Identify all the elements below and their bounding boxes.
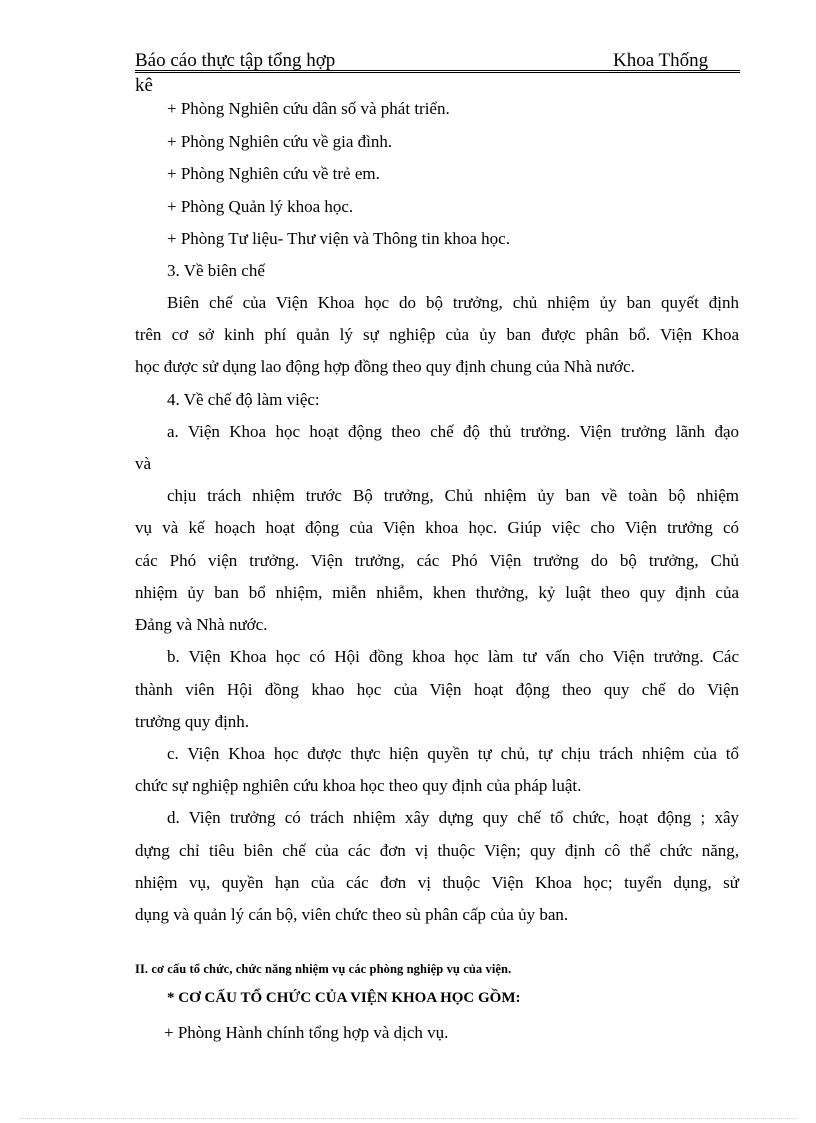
paragraph-line: Biên chế của Viện Khoa học do bộ trưởng, chủ nhiệm ủy ban quyết định — [167, 293, 739, 312]
page-bottom-rule — [20, 1118, 796, 1119]
paragraph-line: thành viên Hội đồng khao học của Viện hoạt động theo quy chế do Viện — [135, 680, 739, 699]
section-title: II. cơ cấu tổ chức, chức năng nhiệm vụ các phòng nghiệp vụ của viện. — [135, 962, 512, 976]
list-item: + Phòng Nghiên cứu về trẻ em. — [167, 164, 380, 183]
section-heading: 3. Về biên chế — [167, 261, 265, 280]
paragraph-line: c. Viện Khoa học được thực hiện quyền tự chủ, tự chịu trách nhiệm của tổ — [167, 744, 739, 763]
structure-title: * CƠ CẤU TỔ CHỨC CỦA VIỆN KHOA HỌC GỒM: — [167, 990, 521, 1006]
paragraph-line: và — [135, 454, 152, 473]
paragraph-line: học được sử dụng lao động hợp đồng theo quy định chung của Nhà nước. — [135, 357, 635, 376]
list-item: + Phòng Nghiên cứu dân số và phát triển. — [167, 99, 450, 118]
list-item: + Phòng Tư liệu- Thư viện và Thông tin khoa học. — [167, 229, 510, 248]
header-title: Báo cáo thực tập tổng hợp — [135, 50, 336, 71]
paragraph-line: chịu trách nhiệm trước Bộ trưởng, Chủ nhiệm ủy ban về toàn bộ nhiệm — [167, 486, 739, 505]
header-continuation: kê — [135, 75, 153, 96]
paragraph-line: dụng và quản lý cán bộ, viên chức theo sù phân cấp của ủy ban. — [135, 905, 569, 924]
section-heading: 4. Về chế độ làm việc: — [167, 390, 320, 409]
header-department: Khoa Thống — [613, 50, 709, 71]
paragraph-line: a. Viện Khoa học hoạt động theo chế độ thủ trưởng. Viện trưởng lãnh đạo — [167, 422, 739, 441]
list-item: + Phòng Hành chính tổng hợp và dịch vụ. — [164, 1023, 449, 1042]
paragraph-line: Đảng và Nhà nước. — [135, 615, 268, 634]
page-header — [135, 50, 740, 72]
paragraph-line: nhiệm ủy ban bổ nhiệm, miễn nhiễm, khen thưởng, kỷ luật theo quy định của — [135, 583, 739, 602]
list-item: + Phòng Quản lý khoa học. — [167, 197, 354, 216]
list-item: + Phòng Nghiên cứu về gia đình. — [167, 132, 393, 151]
paragraph-line: các Phó viện trưởng. Viện trưởng, các Phó Viện trưởng do bộ trưởng, Chủ — [135, 551, 739, 570]
paragraph-line: trưởng quy định. — [135, 712, 250, 731]
header-rule — [135, 70, 740, 71]
paragraph-line: d. Viện trưởng có trách nhiệm xây dựng quy chế tổ chức, hoạt động ; xây — [167, 808, 739, 827]
paragraph-line: nhiệm vụ, quyền hạn của các đơn vị thuộc Viện Khoa học; tuyển dụng, sử — [135, 873, 739, 892]
header-rule-double — [135, 72, 740, 73]
paragraph-line: dựng chỉ tiêu biên chế của các đơn vị thuộc Viện; quy định cô thể chức năng, — [135, 841, 739, 860]
paragraph-line: trên cơ sở kinh phí quản lý sự nghiệp của ủy ban được phân bổ. Viện Khoa — [135, 325, 739, 344]
paragraph-line: b. Viện Khoa học có Hội đồng khoa học làm tư vấn cho Viện trưởng. Các — [167, 647, 739, 666]
paragraph-line: vụ và kế hoạch hoạt động của Viện khoa học. Giúp việc cho Viện trưởng có — [135, 518, 739, 537]
paragraph-line: chức sự nghiệp nghiên cứu khoa học theo quy định của pháp luật. — [135, 776, 582, 795]
